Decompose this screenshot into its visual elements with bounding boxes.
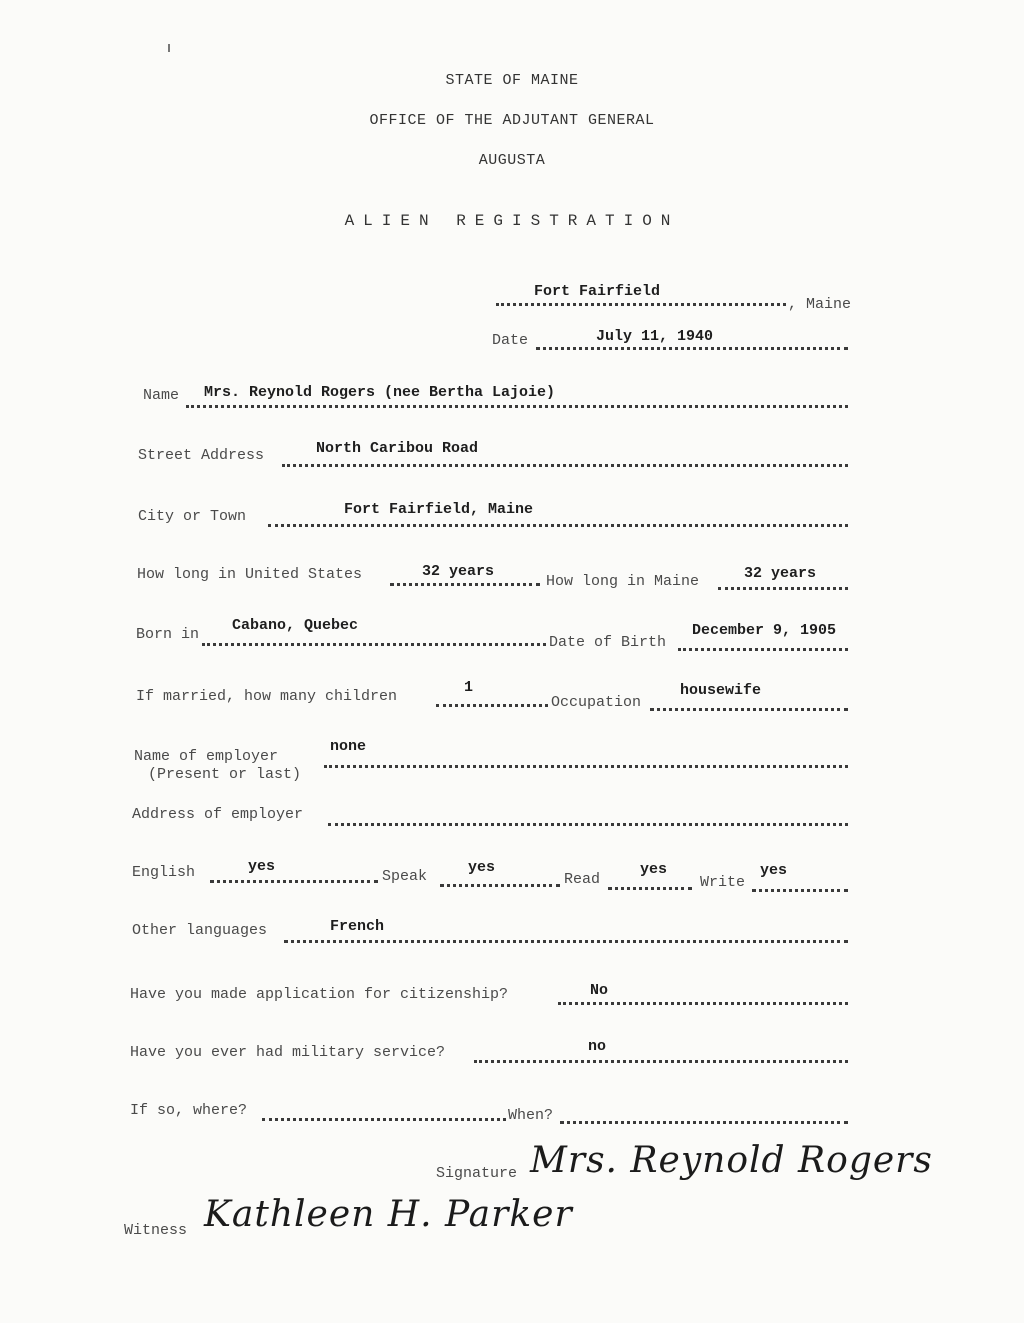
street-value: North Caribou Road xyxy=(316,440,479,457)
employer-note: (Present or last) xyxy=(148,766,302,783)
form-title: ALIEN REGISTRATION xyxy=(344,212,680,230)
children-label: If married, how many children xyxy=(136,688,398,705)
english-value: yes xyxy=(248,858,276,875)
occupation-label: Occupation xyxy=(551,694,642,711)
other-languages-value: French xyxy=(330,918,385,935)
military-value: no xyxy=(588,1038,607,1055)
citizenship-value: No xyxy=(590,982,609,999)
witness-handwriting: Kathleen H. Parker xyxy=(204,1194,573,1235)
name-label: Name xyxy=(143,387,180,404)
city-value: Fort Fairfield, Maine xyxy=(344,501,534,518)
when-line xyxy=(560,1118,848,1124)
write-value: yes xyxy=(760,862,788,879)
how-long-us-label: How long in United States xyxy=(137,566,363,583)
write-label: Write xyxy=(700,874,746,891)
date-label: Date xyxy=(492,332,529,349)
dob-line xyxy=(678,645,848,651)
place-line xyxy=(496,300,786,306)
citizenship-label: Have you made application for citizenship? xyxy=(130,986,509,1003)
name-value: Mrs. Reynold Rogers (nee Bertha Lajoie) xyxy=(204,384,556,401)
military-label: Have you ever had military service? xyxy=(130,1044,446,1061)
born-in-label: Born in xyxy=(136,626,200,643)
how-long-maine-line xyxy=(718,584,848,590)
dob-label: Date of Birth xyxy=(549,634,667,651)
where-line xyxy=(262,1115,506,1121)
occupation-value: housewife xyxy=(680,682,762,699)
employer-address-label: Address of employer xyxy=(132,806,304,823)
children-value: 1 xyxy=(464,679,474,696)
signature-handwriting: Mrs. Reynold Rogers xyxy=(530,1140,933,1181)
header-office: OFFICE OF THE ADJUTANT GENERAL xyxy=(369,112,655,129)
place-state-label: , Maine xyxy=(788,296,852,313)
street-label: Street Address xyxy=(138,447,265,464)
street-line xyxy=(282,461,848,467)
city-line xyxy=(268,521,848,527)
english-line xyxy=(210,877,378,883)
children-line xyxy=(436,701,548,707)
witness-label: Witness xyxy=(124,1222,188,1239)
english-label: English xyxy=(132,864,196,881)
header-state: STATE OF MAINE xyxy=(445,72,579,89)
how-long-us-value: 32 years xyxy=(422,563,495,580)
read-value: yes xyxy=(640,861,668,878)
when-label: When? xyxy=(508,1107,554,1124)
city-label: City or Town xyxy=(138,508,247,525)
born-in-line xyxy=(202,640,546,646)
name-line xyxy=(186,402,848,408)
occupation-line xyxy=(650,705,848,711)
date-value: July 11, 1940 xyxy=(596,328,714,345)
other-languages-label: Other languages xyxy=(132,922,268,939)
read-label: Read xyxy=(564,871,601,888)
place-town: Fort Fairfield xyxy=(534,283,661,300)
employer-address-line xyxy=(328,820,848,826)
dob-value: December 9, 1905 xyxy=(692,622,837,639)
speak-line xyxy=(440,881,560,887)
read-line xyxy=(608,884,692,890)
other-languages-line xyxy=(284,937,848,943)
where-label: If so, where? xyxy=(130,1102,248,1119)
military-line xyxy=(474,1057,848,1063)
born-in-value: Cabano, Quebec xyxy=(232,617,359,634)
citizenship-line xyxy=(558,999,848,1005)
speak-value: yes xyxy=(468,859,496,876)
employer-name-line xyxy=(324,762,848,768)
employer-name-value: none xyxy=(330,738,367,755)
how-long-maine-value: 32 years xyxy=(744,565,817,582)
scan-mark xyxy=(168,44,170,52)
signature-label: Signature xyxy=(436,1165,518,1182)
how-long-maine-label: How long in Maine xyxy=(546,573,700,590)
how-long-us-line xyxy=(390,580,540,586)
employer-name-label: Name of employer xyxy=(134,748,279,765)
write-line xyxy=(752,886,848,892)
header-city: AUGUSTA xyxy=(478,152,546,169)
speak-label: Speak xyxy=(382,868,428,885)
